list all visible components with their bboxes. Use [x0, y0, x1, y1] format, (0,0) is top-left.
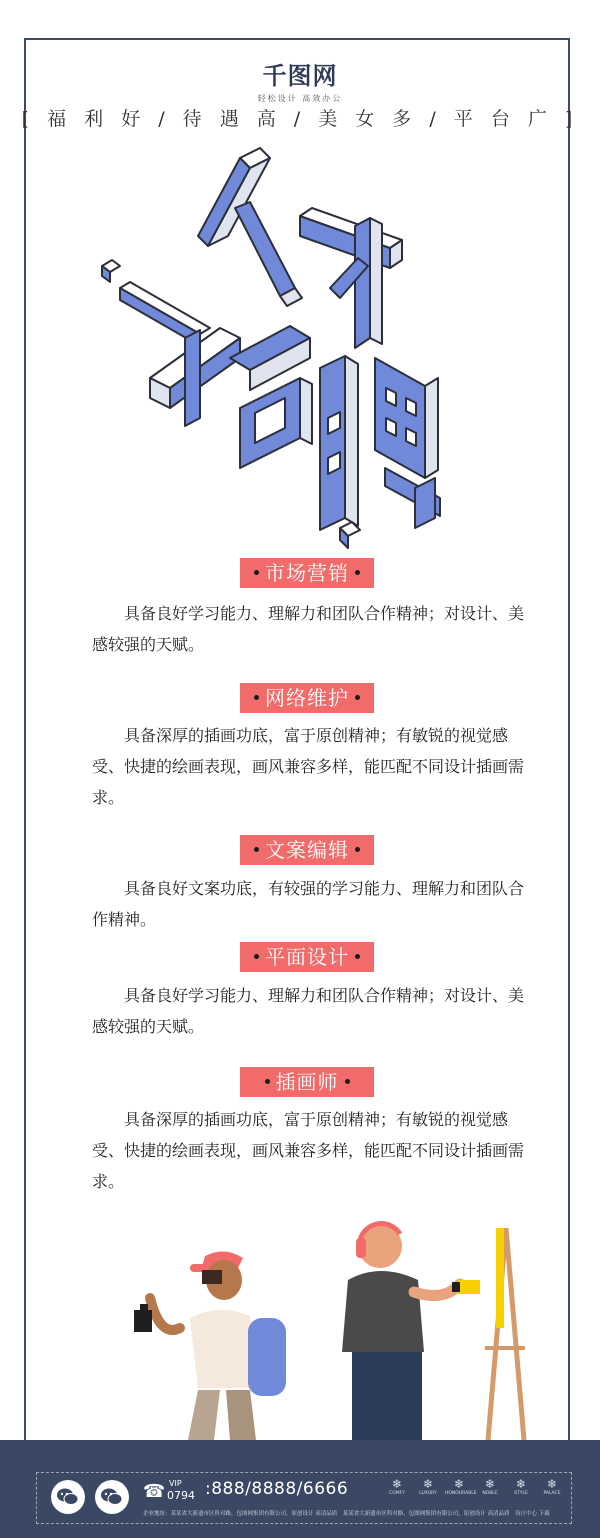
- section-title: 网络维护: [265, 686, 349, 710]
- dot-icon: [345, 1079, 350, 1084]
- logo: [0, 56, 600, 104]
- dot-icon: [355, 954, 360, 959]
- tagline: [ 福 利 好 / 待 遇 高 / 美 女 多 / 平 台 广 ]: [21, 108, 579, 130]
- snowflake-icon: ❄: [391, 1477, 403, 1491]
- hero-title-artwork: [90, 138, 490, 558]
- footer: [0, 1440, 600, 1538]
- logo-title: 千图网: [262, 62, 338, 90]
- dot-icon: [355, 847, 360, 852]
- snowflake-icon: ❄: [422, 1477, 434, 1491]
- snowflake-icon: ❄: [546, 1477, 558, 1491]
- phone-icon: ☎: [143, 1481, 166, 1502]
- dot-icon: [355, 695, 360, 700]
- brand-luxury: ❄ LUXURY: [414, 1477, 442, 1497]
- hero-char-pin: [320, 356, 440, 548]
- section-label-network: [240, 683, 374, 713]
- snowflake-icon: ❄: [515, 1477, 527, 1491]
- dot-icon: [355, 570, 360, 575]
- dot-icon: [254, 570, 259, 575]
- section-title: 平面设计: [265, 945, 349, 969]
- snowflake-icon: ❄: [484, 1477, 496, 1491]
- people-illustration: [30, 1188, 570, 1440]
- section-label-copywriting: [240, 835, 374, 865]
- dot-icon: [265, 1079, 270, 1084]
- brand-honourable: ❄ HONOURABLE: [445, 1477, 477, 1496]
- brand-palace: ❄ PALACE: [538, 1477, 566, 1497]
- section-text-illustrator: 具备深厚的插画功底，富于原创精神；有敏锐的视觉感受、快捷的绘画表现，画风兼容多样，能匹配不同设计插画需求。: [92, 1110, 525, 1191]
- hero-char-cai: [300, 208, 402, 348]
- area-code: 0794: [167, 1489, 195, 1502]
- dot-icon: [254, 954, 259, 959]
- photographer-figure: [134, 1251, 286, 1440]
- dot-icon: [254, 847, 259, 852]
- footer-address: 企业地址：某某省大新遗市区科对路，包图网集团有限公司，原创设计 高清品质 某某省大新遗市区科对路，包图网集团有限公司，原创设计 高清品质 设计中心 下载: [143, 1511, 550, 1517]
- logo-subtitle: 轻松设计 高效办公: [257, 94, 343, 103]
- section-title: 插画师: [275, 1070, 339, 1094]
- section-title: 市场营销: [265, 561, 349, 585]
- phone-number: :888/8888/6666: [205, 1479, 349, 1499]
- section-title: 文案编辑: [265, 838, 349, 862]
- section-text-graphic-design: 具备良好学习能力、理解力和团队合作精神；对设计、美感较强的天赋。: [92, 986, 525, 1036]
- section-text-network: 具备深厚的插画功底，富于原创精神；有敏锐的视觉感受、快捷的绘画表现，画风兼容多样，能匹配不同设计插画需求。: [92, 726, 525, 807]
- brand-icons: [383, 1477, 567, 1507]
- vip-label: VIP: [169, 1479, 182, 1488]
- footer-contact-box: [36, 1472, 572, 1524]
- section-text-copywriting: 具备良好文案功底，有较强的学习能力、理解力和团队合作精神。: [92, 879, 525, 929]
- snowflake-icon: ❄: [453, 1477, 465, 1491]
- hero-char-ren: [198, 148, 302, 306]
- section-label-graphic-design: [240, 942, 374, 972]
- brand-comfy: ❄ COMFY: [383, 1477, 411, 1497]
- brand-noble: ❄ NOBLE: [476, 1477, 504, 1497]
- wechat-icon[interactable]: [51, 1480, 85, 1514]
- brand-style: ❄ STYLE: [507, 1477, 535, 1497]
- chat-icon[interactable]: [95, 1480, 129, 1514]
- section-label-marketing: [240, 558, 374, 588]
- dot-icon: [254, 695, 259, 700]
- section-label-illustrator: [240, 1067, 374, 1097]
- hero-char-zhao: [150, 326, 312, 468]
- section-text-marketing: 具备良好学习能力、理解力和团队合作精神；对设计、美感较强的天赋。: [92, 604, 525, 654]
- painter-figure: [342, 1224, 525, 1440]
